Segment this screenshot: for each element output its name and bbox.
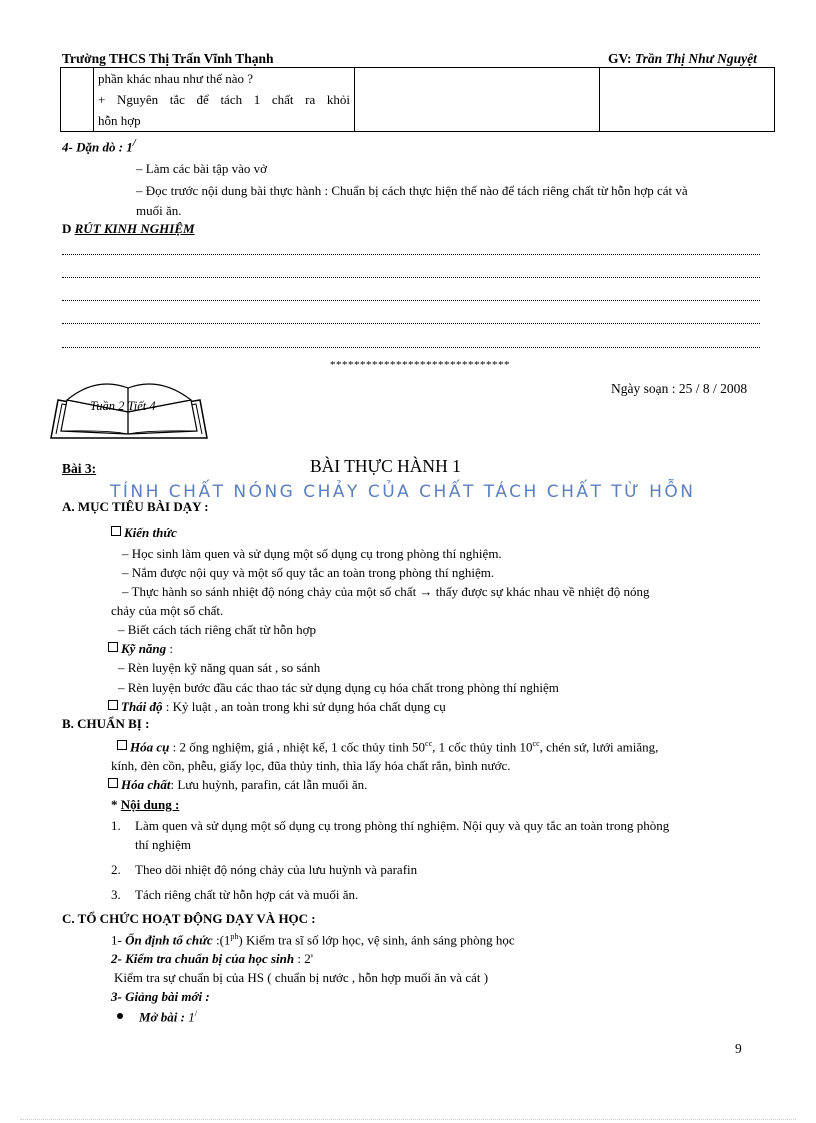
ngay-soan-value: 25 / 8 / 2008 bbox=[678, 381, 748, 396]
page-number: 9 bbox=[735, 1041, 742, 1056]
kien-thuc-item-3-line-2: chảy của một số chất. bbox=[111, 603, 224, 618]
checkbox-icon bbox=[117, 740, 127, 750]
hoa-chat-label: Hóa chất bbox=[121, 777, 171, 792]
cc-sup: cc bbox=[532, 739, 540, 748]
noi-dung-item-1-line-2: thí nghiệm bbox=[135, 837, 191, 852]
hoa-chat bbox=[108, 777, 367, 793]
dotted-line bbox=[62, 300, 760, 301]
mo-bai-label: Mở bài : bbox=[139, 1009, 185, 1025]
section-a-heading: A. MỤC TIÊU BÀI DẠY : bbox=[62, 499, 209, 514]
dotted-line bbox=[62, 254, 760, 255]
kiem-tra-chuan-bi bbox=[111, 951, 313, 967]
lesson-title: BÀI THỰC HÀNH 1 bbox=[310, 456, 461, 476]
continuation-table bbox=[60, 67, 775, 132]
table-line-3: hỗn hợp bbox=[98, 113, 141, 128]
kien-thuc-label bbox=[111, 525, 177, 541]
table-cell-content bbox=[94, 68, 355, 132]
hoa-cu-line-2: kính, đèn cồn, phễu, giấy lọc, đũa thủy tinh, thìa lấy hóa chất rắn, bình nước. bbox=[111, 758, 511, 773]
table-cell-middle bbox=[355, 68, 600, 132]
kien-thuc-item-1: – Học sinh làm quen và sử dụng một số dụng cụ trong phòng thí nghiệm. bbox=[122, 546, 502, 561]
table-line-1: phần khác nhau như thế nào ? bbox=[98, 71, 254, 86]
checkbox-icon bbox=[108, 778, 118, 788]
ky-nang-item-2: – Rèn luyện bước đầu các thao tác sử dụng dụng cụ hóa chất trong phòng thí nghiệm bbox=[118, 680, 559, 695]
ky-nang-suffix: : bbox=[166, 641, 174, 656]
noi-dung-item-2-number: 2. bbox=[111, 862, 121, 877]
dando-item-1: – Làm các bài tập vào vở bbox=[136, 161, 268, 176]
dotted-line bbox=[62, 277, 760, 278]
teacher-name-value: Trần Thị Như Nguyệt bbox=[634, 51, 757, 66]
noi-dung-label: Nội dung : bbox=[120, 797, 180, 812]
on-dinh-prefix: 1- bbox=[111, 932, 126, 948]
giang-bai-moi: 3- Giảng bài mới : bbox=[111, 989, 210, 1004]
on-dinh-label: Ổn định tổ chức bbox=[125, 932, 213, 948]
mo-bai bbox=[117, 1009, 197, 1025]
hoa-cu-line-1 bbox=[117, 739, 658, 755]
hoa-cu-text-b: , 1 cốc thủy tinh 10 bbox=[432, 739, 533, 755]
rut-heading-text: RÚT KINH NGHIỆM bbox=[74, 221, 195, 236]
kiem-tra-text: Kiểm tra sự chuẩn bị của HS ( chuẩn bị nước , hỗn hợp muối ăn và cát ) bbox=[114, 970, 489, 985]
kien-thuc-item-4: – Biết cách tách riêng chất từ hỗn hợp bbox=[118, 622, 317, 637]
book-label: Tuần 2 Tiết 4 bbox=[90, 399, 156, 413]
dotted-line bbox=[62, 323, 760, 324]
noi-dung-item-3: Tách riêng chất từ hỗn hợp cát và muối ăn. bbox=[135, 887, 359, 902]
ngay-soan bbox=[611, 381, 747, 397]
thai-do-label: Thái độ bbox=[121, 699, 163, 714]
dando-heading-sup: / bbox=[132, 137, 136, 149]
rut-prefix: D bbox=[62, 221, 75, 236]
table-line-2: + Nguyên tắc để tách 1 chất ra khỏi bbox=[98, 92, 350, 107]
table-cell-index bbox=[61, 68, 94, 132]
kien-thuc-item-2: – Nắm được nội quy và một số quy tắc an toàn trong phòng thí nghiệm. bbox=[122, 565, 495, 580]
hoa-cu-label: Hóa cụ bbox=[130, 739, 170, 755]
teacher-prefix: GV: bbox=[608, 51, 635, 66]
ky-nang-item-1: – Rèn luyện kỹ năng quan sát , so sánh bbox=[118, 660, 321, 675]
teacher-name bbox=[608, 51, 757, 67]
dotted-line bbox=[62, 347, 760, 348]
ky-nang-text: Kỹ năng bbox=[121, 641, 167, 656]
checkbox-icon bbox=[108, 642, 118, 652]
section-c-heading: C. TỔ CHỨC HOẠT ĐỘNG DẠY VÀ HỌC : bbox=[62, 911, 316, 926]
dando-heading bbox=[62, 137, 136, 155]
rut-kinh-nghiem-heading bbox=[62, 221, 195, 237]
dando-item-2-line-1: – Đọc trước nội dung bài thực hành : Chuẩn bị cách thực hiện thế nào để tách riêng chất từ hỗn hợp cát và bbox=[136, 183, 688, 198]
lesson-number: Bài 3: bbox=[62, 461, 97, 476]
noi-dung-item-2: Theo dõi nhiệt độ nóng chảy của lưu huỳnh và parafin bbox=[135, 862, 418, 877]
on-dinh-open: :(1 bbox=[212, 932, 231, 948]
kiem-tra-time: : 2' bbox=[294, 951, 314, 966]
dando-item-2-line-2: muối ăn. bbox=[136, 203, 182, 218]
noi-dung-item-1-line-1: Làm quen và sử dụng một số dụng cụ trong phòng thí nghiệm. Nội quy và quy tắc an toàn trong phòng bbox=[135, 818, 670, 833]
page-bottom-edge bbox=[20, 1119, 796, 1120]
checkbox-icon bbox=[111, 526, 121, 536]
noi-dung-heading bbox=[111, 797, 179, 813]
cc-sup: cc bbox=[425, 739, 433, 748]
on-dinh-sup: ph bbox=[230, 932, 239, 941]
ngay-soan-label: Ngày soạn : bbox=[611, 381, 676, 396]
hoa-chat-text: : Lưu huỳnh, parafin, cát lẫn muối ăn. bbox=[170, 777, 368, 792]
ky-nang-label bbox=[108, 641, 173, 657]
noi-dung-item-1-number: 1. bbox=[111, 818, 121, 833]
lesson-subtitle: TÍNH CHẤT NÓNG CHẢY CỦA CHẤT TÁCH CHẤT TỪ HỖN bbox=[110, 482, 696, 502]
noi-dung-star: * bbox=[111, 797, 121, 812]
mo-bai-time: 1 bbox=[184, 1009, 195, 1025]
school-name: Trường THCS Thị Trấn Vĩnh Thạnh bbox=[62, 51, 274, 66]
kiem-tra-label: 2- Kiểm tra chuẩn bị của học sinh bbox=[111, 951, 295, 966]
bullet-icon bbox=[117, 1013, 123, 1019]
mo-bai-sup: / bbox=[194, 1009, 197, 1018]
hoa-cu-text-a: : 2 ống nghiệm, giá , nhiệt kế, 1 cốc thủy tinh 50 bbox=[169, 739, 426, 755]
star-separator: ****************************** bbox=[330, 359, 510, 371]
dando-heading-text: 4- Dặn dò : 1 bbox=[62, 139, 133, 155]
on-dinh-text: ) Kiểm tra sĩ số lớp học, vệ sinh, ánh sáng phòng học bbox=[238, 932, 515, 948]
noi-dung-item-3-number: 3. bbox=[111, 887, 121, 902]
kien-thuc-item-3-line-1: – Thực hành so sánh nhiệt độ nóng chảy của một số chất → thấy được sự khác nhau về nhiệt độ nóng bbox=[122, 584, 650, 599]
hoa-cu-text-c: , chén sứ, lưới amiăng, bbox=[539, 739, 659, 755]
table-cell-right bbox=[600, 68, 775, 132]
on-dinh-to-chuc bbox=[111, 932, 515, 948]
thai-do bbox=[108, 699, 446, 715]
thai-do-text: : Kỷ luật , an toàn trong khi sử dụng hóa chất dụng cụ bbox=[162, 699, 446, 714]
checkbox-icon bbox=[108, 700, 118, 710]
kien-thuc-text: Kiến thức bbox=[124, 525, 177, 540]
section-b-heading: B. CHUẨN BỊ : bbox=[62, 716, 150, 731]
